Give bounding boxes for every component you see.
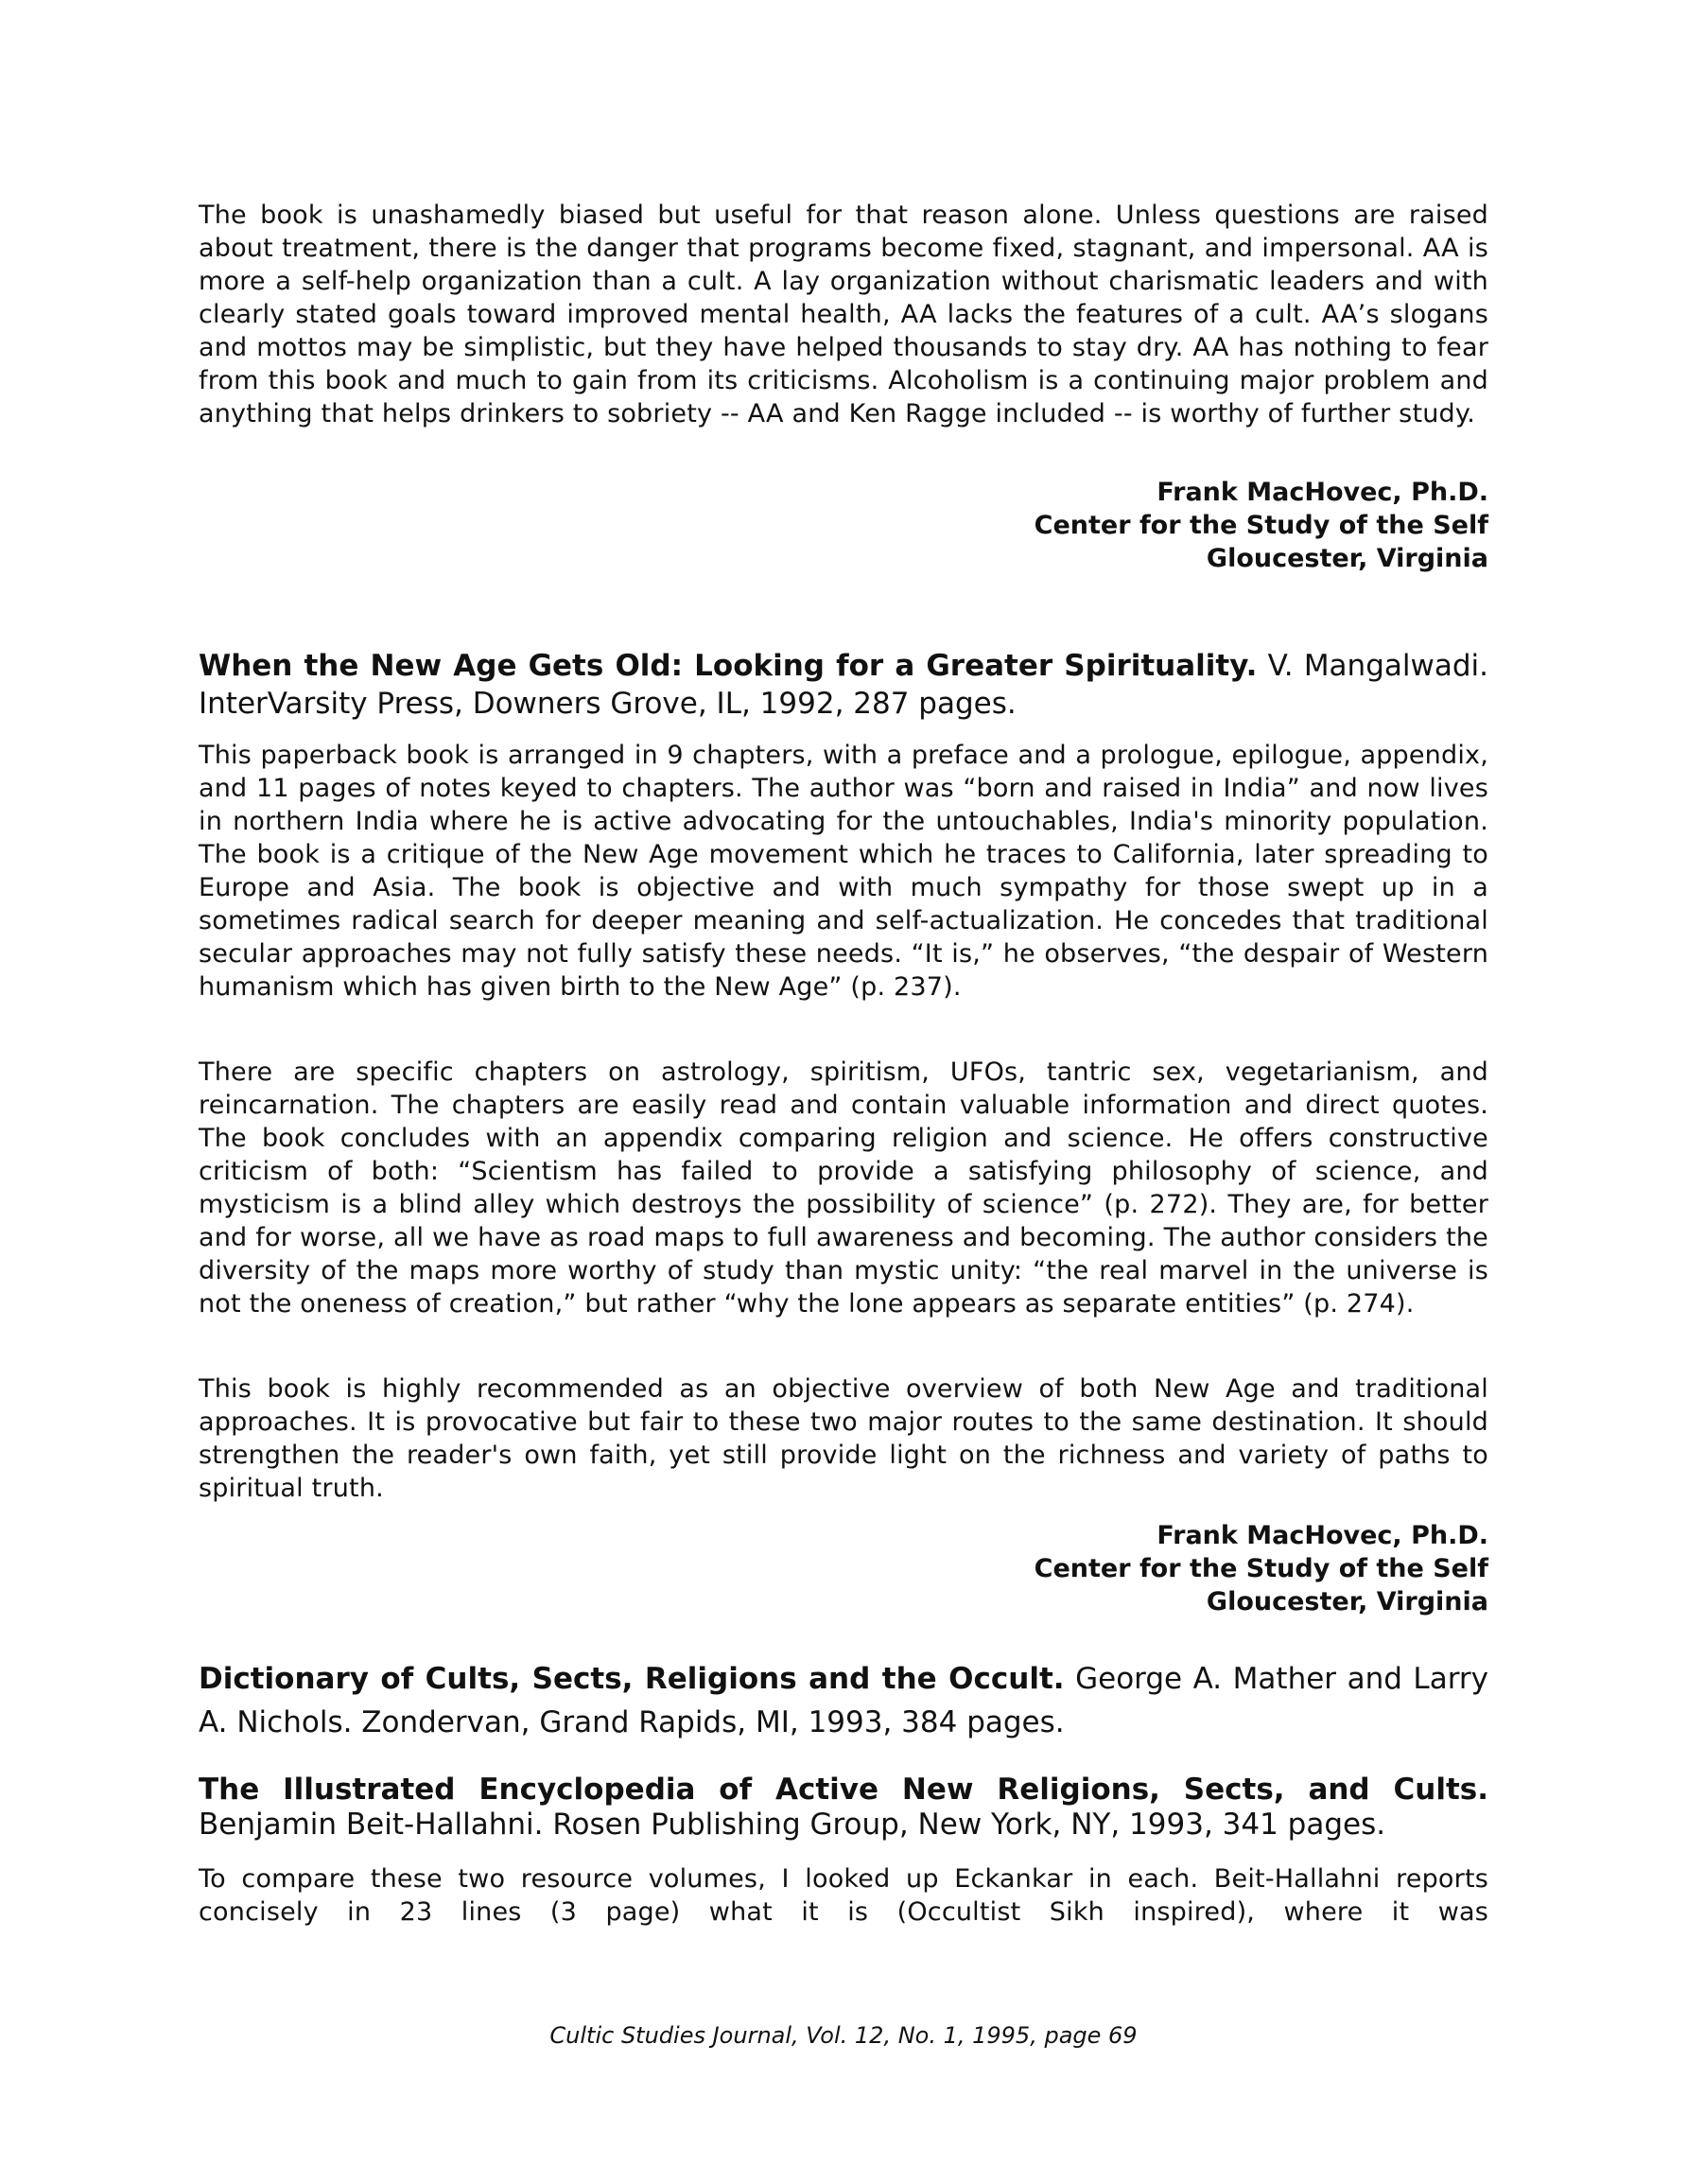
book-citation: Benjamin Beit-Hallahni. Rosen Publishing Group, New York, NY, 1993, 341 pages. [199,1808,1386,1842]
review2-paragraph-2: There are specific chapters on astrology, spiritism, UFOs, tantric sex, vegetarianism, and reincarnation. The chapters are easily read and contain valuable information and direct quotes. The book concludes with an appendix comparing religion and science. He offers constructive criticism of both: “Scientism has failed to provide a satisfying philosophy of science, and mysticism is a blind alley which destroys the possibility of science” (p. 272). They are, for better and for worse, all we have as road maps to full awareness and becoming. The author considers the diversity of the maps more worthy of study than mystic unity: “the real marvel in the universe is not the oneness of creation,” but rather “why the lone appears as separate entities” (p. 274). [199,1057,1488,1319]
review1-signature [199,476,1488,575]
review2-paragraph-3: This book is highly recommended as an objective overview of both New Age and traditional approaches. It is provocative but fair to these two major routes to the same destination. It should strengthen the reader's own faith, yet still provide light on the richness and variety of paths to spiritual truth. [199,1374,1488,1503]
reviewer-name: Frank MacHovec, Ph.D. [1157,1521,1488,1550]
review2-book-heading [199,647,1488,723]
reviewer-location: Gloucester, Virginia [1206,1587,1488,1616]
review2-signature [199,1519,1488,1618]
review3-book1-heading [199,1657,1488,1744]
reviewer-affiliation: Center for the Study of the Self [1034,511,1488,540]
book-title: The Illustrated Encyclopedia of Active New Religions, Sects, and Cults. [199,1773,1488,1807]
reviewer-affiliation: Center for the Study of the Self [1034,1554,1488,1583]
book-title: When the New Age Gets Old: Looking for a Greater Spirituality. [199,649,1258,683]
review3-book2-heading [199,1773,1488,1843]
reviewer-location: Gloucester, Virginia [1206,544,1488,573]
review1-closing-paragraph: The book is unashamedly biased but useful for that reason alone. Unless questions are raised about treatment, there is the danger that programs become fixed, stagnant, and impersonal. AA is more a self-help organization than a cult. A lay organization without charismatic leaders and with clearly stated goals toward improved mental health, AA lacks the features of a cult. AA’s slogans and mottos may be simplistic, but they have helped thousands to stay dry. AA has nothing to fear from this book and much to gain from its criticisms. Alcoholism is a continuing major problem and anything that helps drinkers to sobriety -- AA and Ken Ragge included -- is worthy of further study. [199,201,1488,428]
book-title: Dictionary of Cults, Sects, Religions and the Occult. [199,1662,1065,1696]
reviewer-name: Frank MacHovec, Ph.D. [1157,478,1488,507]
review3-paragraph-1: To compare these two resource volumes, I looked up Eckankar in each. Beit-Hallahni reports concisely in 23 lines (3 page) what it is (Occultist Sikh inspired), where it was [199,1864,1488,1927]
review2-paragraph-1: This paperback book is arranged in 9 chapters, with a preface and a prologue, epilogue, appendix, and 11 pages of notes keyed to chapters. The author was “born and raised in India” and now lives in northern India where he is active advocating for the untouchables, India's minority population. The book is a critique of the New Age movement which he traces to California, later spreading to Europe and Asia. The book is objective and with much sympathy for those swept up in a sometimes radical search for deeper meaning and self-actualization. He concedes that traditional secular approaches may not fully satisfy these needs. “It is,” he observes, “the despair of Western humanism which has given birth to the New Age” (p. 237). [199,741,1488,1002]
book-citation: George A. Mather and Larry A. Nichols. Zondervan, Grand Rapids, MI, 1993, 384 pages. [199,1662,1488,1739]
book-citation: V. Mangalwadi. InterVarsity Press, Downers Grove, IL, 1992, 287 pages. [199,649,1488,721]
page-footer: Cultic Studies Journal, Vol. 12, No. 1, 1995, page 69 [549,2022,1138,2049]
